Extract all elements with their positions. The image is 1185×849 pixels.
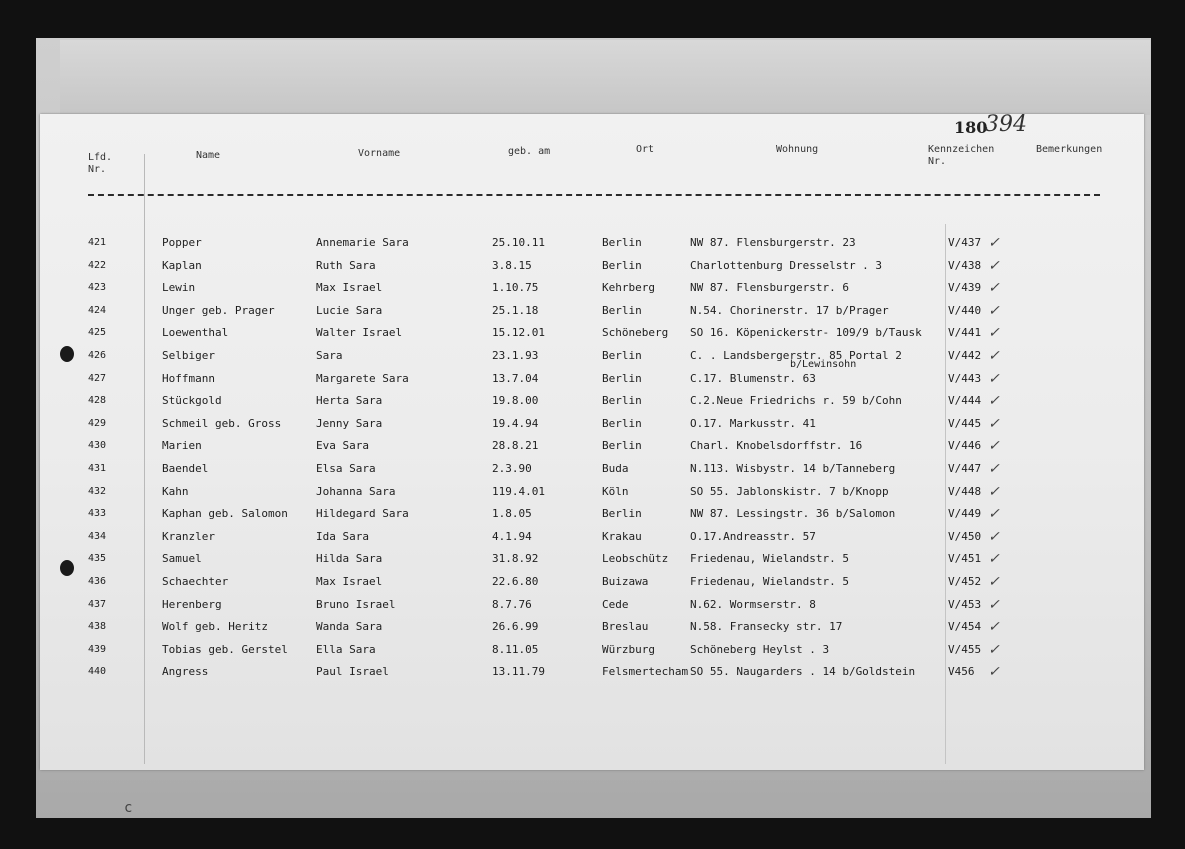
row-checkmark: ✓ bbox=[988, 461, 1000, 477]
row-birthdate: 8.7.76 bbox=[492, 597, 532, 611]
row-birthdate: 1.10.75 bbox=[492, 281, 539, 295]
row-place: Kehrberg bbox=[602, 281, 655, 295]
row-number: 425 bbox=[88, 327, 107, 339]
row-birthdate: 22.6.80 bbox=[492, 575, 539, 588]
row-checkmark: ✓ bbox=[988, 483, 1000, 500]
row-checkmark: ✓ bbox=[988, 528, 1000, 545]
row-checkmark: ✓ bbox=[988, 257, 1000, 274]
row-checkmark: ✓ bbox=[988, 641, 1000, 658]
row-name: Selbiger bbox=[162, 349, 215, 362]
row-kennzeichen: V/448 bbox=[948, 484, 982, 498]
row-name: Kaphan geb. Salomon bbox=[162, 507, 288, 521]
table-row bbox=[40, 458, 1144, 480]
row-vorname: Bruno Israel bbox=[316, 597, 396, 611]
row-vorname: Ruth Sara bbox=[316, 258, 376, 272]
row-checkmark: ✓ bbox=[988, 325, 1000, 342]
row-kennzeichen: V/438 bbox=[948, 258, 982, 272]
row-place: Berlin bbox=[602, 303, 642, 317]
row-kennzeichen: V/453 bbox=[948, 597, 982, 611]
row-address: Friedenau, Wielandstr. 5 bbox=[690, 552, 849, 566]
row-checkmark: ✓ bbox=[988, 370, 1000, 387]
header-wohnung: Wohnung bbox=[776, 144, 819, 155]
row-place: Schöneberg bbox=[602, 326, 669, 340]
table-row bbox=[40, 300, 1144, 322]
row-address: NW 87. Lessingstr. 36 b/Salomon bbox=[690, 507, 896, 521]
header-geb-am: geb. am bbox=[508, 146, 551, 157]
header-ort: Ort bbox=[636, 144, 655, 155]
row-number: 436 bbox=[88, 576, 107, 587]
row-checkmark: ✓ bbox=[988, 302, 1000, 319]
row-birthdate: 13.7.04 bbox=[492, 371, 539, 385]
row-place: Würzburg bbox=[602, 642, 655, 656]
row-birthdate: 15.12.01 bbox=[492, 326, 545, 340]
row-name: Lewin bbox=[162, 281, 196, 295]
row-birthdate: 25.10.11 bbox=[492, 236, 545, 249]
row-checkmark: ✓ bbox=[988, 438, 1000, 455]
table-row bbox=[40, 616, 1144, 638]
row-kennzeichen: V/442 bbox=[948, 349, 982, 362]
register-page bbox=[40, 114, 1144, 770]
row-name: Tobias geb. Gerstel bbox=[162, 642, 288, 656]
punch-hole bbox=[60, 560, 74, 576]
header-rule bbox=[88, 194, 1100, 196]
table-row bbox=[40, 481, 1144, 503]
row-kennzeichen: V/445 bbox=[948, 416, 982, 430]
row-kennzeichen: V/450 bbox=[948, 529, 982, 543]
header-lfd-nr: Lfd. Nr. bbox=[88, 152, 113, 175]
handwritten-page-number: 394 bbox=[985, 112, 1027, 137]
row-number: 437 bbox=[88, 598, 107, 610]
row-vorname: Elsa Sara bbox=[316, 462, 376, 475]
row-name: Marien bbox=[162, 439, 202, 453]
header-kennzeichen: Kennzeichen Nr. bbox=[928, 144, 995, 167]
table-row bbox=[40, 232, 1144, 254]
table-row bbox=[40, 413, 1144, 435]
row-place: Felsmertecham bbox=[602, 665, 689, 679]
row-birthdate: 2.3.90 bbox=[492, 462, 532, 475]
row-checkmark: ✓ bbox=[988, 551, 1000, 568]
row-name: Loewenthal bbox=[162, 326, 229, 340]
row-name: Angress bbox=[162, 665, 209, 679]
header-name: Name bbox=[196, 150, 221, 161]
row-address: Friedenau, Wielandstr. 5 bbox=[690, 575, 849, 588]
row-birthdate: 3.8.15 bbox=[492, 258, 532, 272]
row-checkmark: ✓ bbox=[988, 235, 1000, 251]
row-address: O.17. Markusstr. 41 bbox=[690, 416, 816, 430]
row-checkmark: ✓ bbox=[988, 393, 1000, 410]
row-address: NW 87. Flensburgerstr. 23 bbox=[690, 236, 856, 249]
table-row bbox=[40, 503, 1144, 525]
punch-hole bbox=[60, 346, 74, 362]
row-kennzeichen: V/449 bbox=[948, 507, 982, 521]
row-vorname: Wanda Sara bbox=[316, 620, 383, 634]
row-place: Berlin bbox=[602, 439, 642, 453]
row-place: Buizawa bbox=[602, 575, 649, 588]
row-checkmark: ✓ bbox=[988, 348, 1000, 364]
row-place: Berlin bbox=[602, 258, 642, 272]
row-name: Kahn bbox=[162, 484, 189, 498]
row-birthdate: 4.1.94 bbox=[492, 529, 532, 543]
row-vorname: Lucie Sara bbox=[316, 303, 383, 317]
row-vorname: Max Israel bbox=[316, 281, 383, 295]
row-vorname: Jenny Sara bbox=[316, 416, 383, 430]
row-address: C.17. Blumenstr. 63 bbox=[690, 371, 816, 385]
row-kennzeichen: V/444 bbox=[948, 394, 982, 408]
table-row bbox=[40, 639, 1144, 661]
table-row bbox=[40, 390, 1144, 412]
row-birthdate: 19.4.94 bbox=[492, 416, 539, 430]
row-name: Herenberg bbox=[162, 597, 222, 611]
header-vorname: Vorname bbox=[358, 148, 401, 159]
row-kennzeichen: V/446 bbox=[948, 439, 982, 453]
row-place: Cede bbox=[602, 597, 629, 611]
row-name: Kranzler bbox=[162, 529, 215, 543]
row-address: NW 87. Flensburgerstr. 6 bbox=[690, 281, 849, 295]
table-row bbox=[40, 345, 1144, 370]
row-place: Berlin bbox=[602, 507, 642, 521]
row-vorname: Margarete Sara bbox=[316, 371, 409, 385]
row-checkmark: ✓ bbox=[988, 664, 1000, 681]
row-place: Buda bbox=[602, 462, 629, 475]
row-birthdate: 1.8.05 bbox=[492, 507, 532, 521]
row-vorname: Eva Sara bbox=[316, 439, 369, 453]
pencil-mark: c bbox=[124, 800, 133, 816]
row-birthdate: 28.8.21 bbox=[492, 439, 539, 453]
row-kennzeichen: V/443 bbox=[948, 371, 982, 385]
row-name: Schaechter bbox=[162, 575, 229, 588]
row-number: 430 bbox=[88, 440, 107, 452]
row-kennzeichen: V/437 bbox=[948, 236, 982, 249]
row-vorname: Johanna Sara bbox=[316, 484, 396, 498]
row-birthdate: 23.1.93 bbox=[492, 349, 539, 362]
row-birthdate: 25.1.18 bbox=[492, 303, 539, 317]
row-number: 434 bbox=[88, 530, 107, 542]
row-birthdate: 26.6.99 bbox=[492, 620, 539, 634]
table-row bbox=[40, 435, 1144, 457]
row-checkmark: ✓ bbox=[988, 506, 1000, 523]
row-number: 422 bbox=[88, 259, 107, 271]
row-vorname: Max Israel bbox=[316, 575, 383, 588]
row-place: Leobschütz bbox=[602, 552, 669, 566]
row-number: 440 bbox=[88, 666, 107, 678]
table-row bbox=[40, 322, 1144, 344]
row-number: 439 bbox=[88, 643, 107, 655]
row-address-note: b/Lewinsohn bbox=[790, 359, 857, 370]
row-address: O.17.Andreasstr. 57 bbox=[690, 529, 816, 543]
row-address: SO 55. Jablonskistr. 7 b/Knopp bbox=[690, 484, 889, 498]
row-birthdate: 119.4.01 bbox=[492, 484, 545, 498]
row-name: Schmeil geb. Gross bbox=[162, 416, 282, 430]
table-row bbox=[40, 368, 1144, 390]
row-address: N.54. Chorinerstr. 17 b/Prager bbox=[690, 303, 889, 317]
row-number: 427 bbox=[88, 372, 107, 384]
row-name: Unger geb. Prager bbox=[162, 303, 275, 317]
row-number: 421 bbox=[88, 237, 107, 248]
row-name: Stückgold bbox=[162, 394, 222, 408]
row-address: C. . Landsbergerstr. 85 Portal 2 bbox=[690, 349, 902, 362]
table-row bbox=[40, 255, 1144, 277]
row-vorname: Herta Sara bbox=[316, 394, 383, 408]
table-row bbox=[40, 548, 1144, 570]
row-place: Berlin bbox=[602, 236, 642, 249]
row-kennzeichen: V/440 bbox=[948, 303, 982, 317]
table-row bbox=[40, 277, 1144, 299]
row-address: N.62. Wormserstr. 8 bbox=[690, 597, 816, 611]
row-birthdate: 13.11.79 bbox=[492, 665, 545, 679]
row-name: Baendel bbox=[162, 462, 209, 475]
page-number: 180 bbox=[954, 118, 988, 137]
row-address: SO 55. Naugarders . 14 b/Goldstein bbox=[690, 665, 916, 679]
row-number: 429 bbox=[88, 417, 107, 429]
row-kennzeichen: V/447 bbox=[948, 462, 982, 475]
background-strip bbox=[60, 40, 1150, 115]
row-birthdate: 8.11.05 bbox=[492, 642, 539, 656]
table-row bbox=[40, 661, 1144, 683]
row-checkmark: ✓ bbox=[988, 619, 1000, 636]
row-checkmark: ✓ bbox=[988, 280, 1000, 297]
row-vorname: Annemarie Sara bbox=[316, 236, 409, 249]
row-number: 428 bbox=[88, 395, 107, 407]
row-address: Charlottenburg Dresselstr . 3 bbox=[690, 258, 883, 272]
header-bemerkungen: Bemerkungen bbox=[1036, 144, 1103, 155]
row-number: 431 bbox=[88, 463, 107, 474]
table-row bbox=[40, 594, 1144, 616]
row-number: 432 bbox=[88, 485, 107, 497]
row-kennzeichen: V/454 bbox=[948, 620, 982, 634]
row-kennzeichen: V/452 bbox=[948, 575, 982, 588]
row-kennzeichen: V/455 bbox=[948, 642, 982, 656]
row-place: Berlin bbox=[602, 394, 642, 408]
row-number: 435 bbox=[88, 553, 107, 565]
table-row bbox=[40, 571, 1144, 593]
row-name: Kaplan bbox=[162, 258, 202, 272]
row-vorname: Sara bbox=[316, 349, 343, 362]
row-number: 426 bbox=[88, 350, 107, 361]
row-number: 433 bbox=[88, 508, 107, 520]
row-address: C.2.Neue Friedrichs r. 59 b/Cohn bbox=[690, 394, 902, 408]
row-place: Köln bbox=[602, 484, 629, 498]
row-address: SO 16. Köpenickerstr- 109/9 b/Tausk bbox=[690, 326, 922, 340]
row-address: Charl. Knobelsdorffstr. 16 bbox=[690, 439, 863, 453]
row-birthdate: 19.8.00 bbox=[492, 394, 539, 408]
row-birthdate: 31.8.92 bbox=[492, 552, 539, 566]
row-place: Krakau bbox=[602, 529, 642, 543]
row-kennzeichen: V/439 bbox=[948, 281, 982, 295]
table-row bbox=[40, 526, 1144, 548]
row-kennzeichen: V/451 bbox=[948, 552, 982, 566]
row-name: Hoffmann bbox=[162, 371, 215, 385]
row-place: Berlin bbox=[602, 349, 642, 362]
row-address: N.58. Fransecky str. 17 bbox=[690, 620, 843, 634]
row-place: Berlin bbox=[602, 371, 642, 385]
row-vorname: Ella Sara bbox=[316, 642, 376, 656]
row-vorname: Paul Israel bbox=[316, 665, 389, 679]
row-address: N.113. Wisbystr. 14 b/Tanneberg bbox=[690, 462, 896, 475]
row-number: 438 bbox=[88, 621, 107, 633]
row-vorname: Ida Sara bbox=[316, 529, 369, 543]
row-vorname: Walter Israel bbox=[316, 326, 403, 340]
row-place: Breslau bbox=[602, 620, 649, 634]
row-address: Schöneberg Heylst . 3 bbox=[690, 642, 830, 656]
row-name: Wolf geb. Heritz bbox=[162, 620, 268, 634]
row-number: 423 bbox=[88, 282, 107, 294]
row-kennzeichen: V/441 bbox=[948, 326, 982, 340]
row-name: Popper bbox=[162, 236, 202, 249]
row-checkmark: ✓ bbox=[988, 574, 1000, 590]
row-checkmark: ✓ bbox=[988, 415, 1000, 432]
row-place: Berlin bbox=[602, 416, 642, 430]
row-kennzeichen: V456 bbox=[948, 665, 975, 679]
row-vorname: Hilda Sara bbox=[316, 552, 383, 566]
row-vorname: Hildegard Sara bbox=[316, 507, 409, 521]
row-checkmark: ✓ bbox=[988, 596, 1000, 613]
row-name: Samuel bbox=[162, 552, 202, 566]
row-number: 424 bbox=[88, 304, 107, 316]
